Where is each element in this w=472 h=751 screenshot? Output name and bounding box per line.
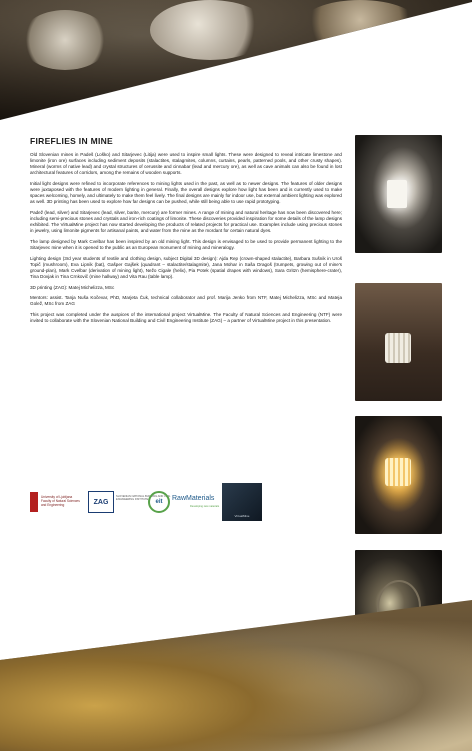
zag-logo-text: SLOVENIAN NATIONAL BUILDING AND CIVIL ENGINEERING INSTITUTE bbox=[116, 495, 171, 502]
rock-formation bbox=[20, 10, 110, 70]
rock-formation bbox=[150, 0, 270, 60]
zag-logo: ZAG bbox=[88, 491, 114, 513]
paragraph: Padež (lead, silver) and Sitarjevec (lead, silver, barite, mercury) are former mines. A range of mining and natural heritage has now been discovered here; including semi-precious stones and crystals and iron-rich coatings of limonite. These discoveries provided inspiration for some details of the lamp designs exhibited. The VirtualMine project has now started developing the products of related projects for practical use. Examples include using precious stones in jewelry, using limonite pigments for artisanal paints, and water from the mine as the mordant for certain natural dyes. bbox=[30, 209, 342, 234]
lamp-shape bbox=[385, 458, 411, 486]
paragraph: Lighting design (3rd year students of textile and clothing design, subject Digital 3D design): Ajda Rep (crown-shaped stalactite), Barbara Sušnik in Uroš Topič (mushroom), Eva Lipnik (bat), Gašper Gajšek (quadrant – stalactite/stalagmite), Jana Mohar in Saša Dragoš (trumpets, growing out of mine's ground-plan), Mark Cvelbar (derivation of mining light), Nežo Cigale (helix), Pia Potek (spatial drapes with windows), Sara Gritzn (hemisphere-crater), Tina Dovjak in Tina Crnkovič (mine hallway) and Vita Rau (table lamp). bbox=[30, 255, 342, 279]
paragraph: Old Slovenian mines in Padeš (Loško) and Sitarjevec (Litija) were used to inspire small lights. These were designed to reveal intricate limestone and limonite (iron ore) surfaces including sediment deposits (stalactites, stalagmites, columns, curtains, pearls, patterned pools, and other crusty shapes). Mineral (worms of native lead) and crystal structures of cerussite and cinnabar (lead and mercury ore), as well as cave animals can also be found in lost architectural features of corridors, among the remains of wooden supports. bbox=[30, 152, 342, 176]
lamp-photo-textured bbox=[355, 283, 442, 401]
poster-title: FIREFLIES IN MINE bbox=[30, 136, 114, 146]
paragraph: Initial light designs were refined to incorporate references to mining lights used in the past, as well as to newer designs. The features of older designs were juxtaposed with the features of modern lighting in general. Finally, the overall designs explore how light has been and is currently used to make spaces welcoming, homely, and ultimately to make them feel lively. The final designs are mainly for indoor use, but external ambient lighting was explored as well. 3D printing has been used to explore how far designs can be pushed, while still being able to use rapid prototyping. bbox=[30, 180, 342, 205]
rawmaterials-logo-text: RawMaterials bbox=[172, 495, 215, 502]
university-ljubljana-logo bbox=[30, 489, 80, 517]
lamp-photo-glowing bbox=[355, 416, 442, 534]
rawmaterials-tagline: Developing raw materials bbox=[190, 505, 220, 508]
lamp-photo-white bbox=[355, 135, 442, 253]
paragraph: Mentors: assist. Tanja Nuša Kočevar, PhD, Marjeta Čuk, technical collaborator and prof. Marija Jenko from NTF, Matej Michelizza, MSc and Mateja Golež, MSc from ZAG bbox=[30, 295, 342, 307]
poster-body bbox=[30, 152, 342, 329]
university-logo-text: University of Ljubljana Faculty of Natural Sciences and Engineering bbox=[41, 495, 80, 507]
rock-formation bbox=[300, 0, 420, 50]
header-cave-photo bbox=[0, 0, 472, 120]
eit-logo: eit bbox=[148, 491, 170, 513]
paragraph: The lamp designed by Mark Cvelbar has been inspired by an old mining light. This design is envisaged to be used to provide permanent lighting to the Sitarjevec mine when it is opened to the public as an European monument of mining and mineralogy. bbox=[30, 238, 342, 250]
virtualmine-logo: VirtualMine bbox=[222, 483, 262, 521]
lamp-shape bbox=[387, 180, 407, 208]
partner-logos bbox=[30, 483, 342, 523]
paragraph: 3D printing (ZAG): Matej Michelizza, MSc bbox=[30, 284, 115, 290]
paragraph: This project was completed under the auspices of the international project VirtualMine. The Faculty of Natural Sciences and Engineering (NTF) were invited to collaborate with the Slovenian National Building and Civil Engineering Institute (ZAG) – a partner of VirtualMine project in this presentation. bbox=[30, 312, 342, 324]
lamp-shape bbox=[385, 333, 411, 363]
university-seal-icon bbox=[30, 492, 38, 512]
footer-mineral-photo bbox=[0, 600, 472, 751]
